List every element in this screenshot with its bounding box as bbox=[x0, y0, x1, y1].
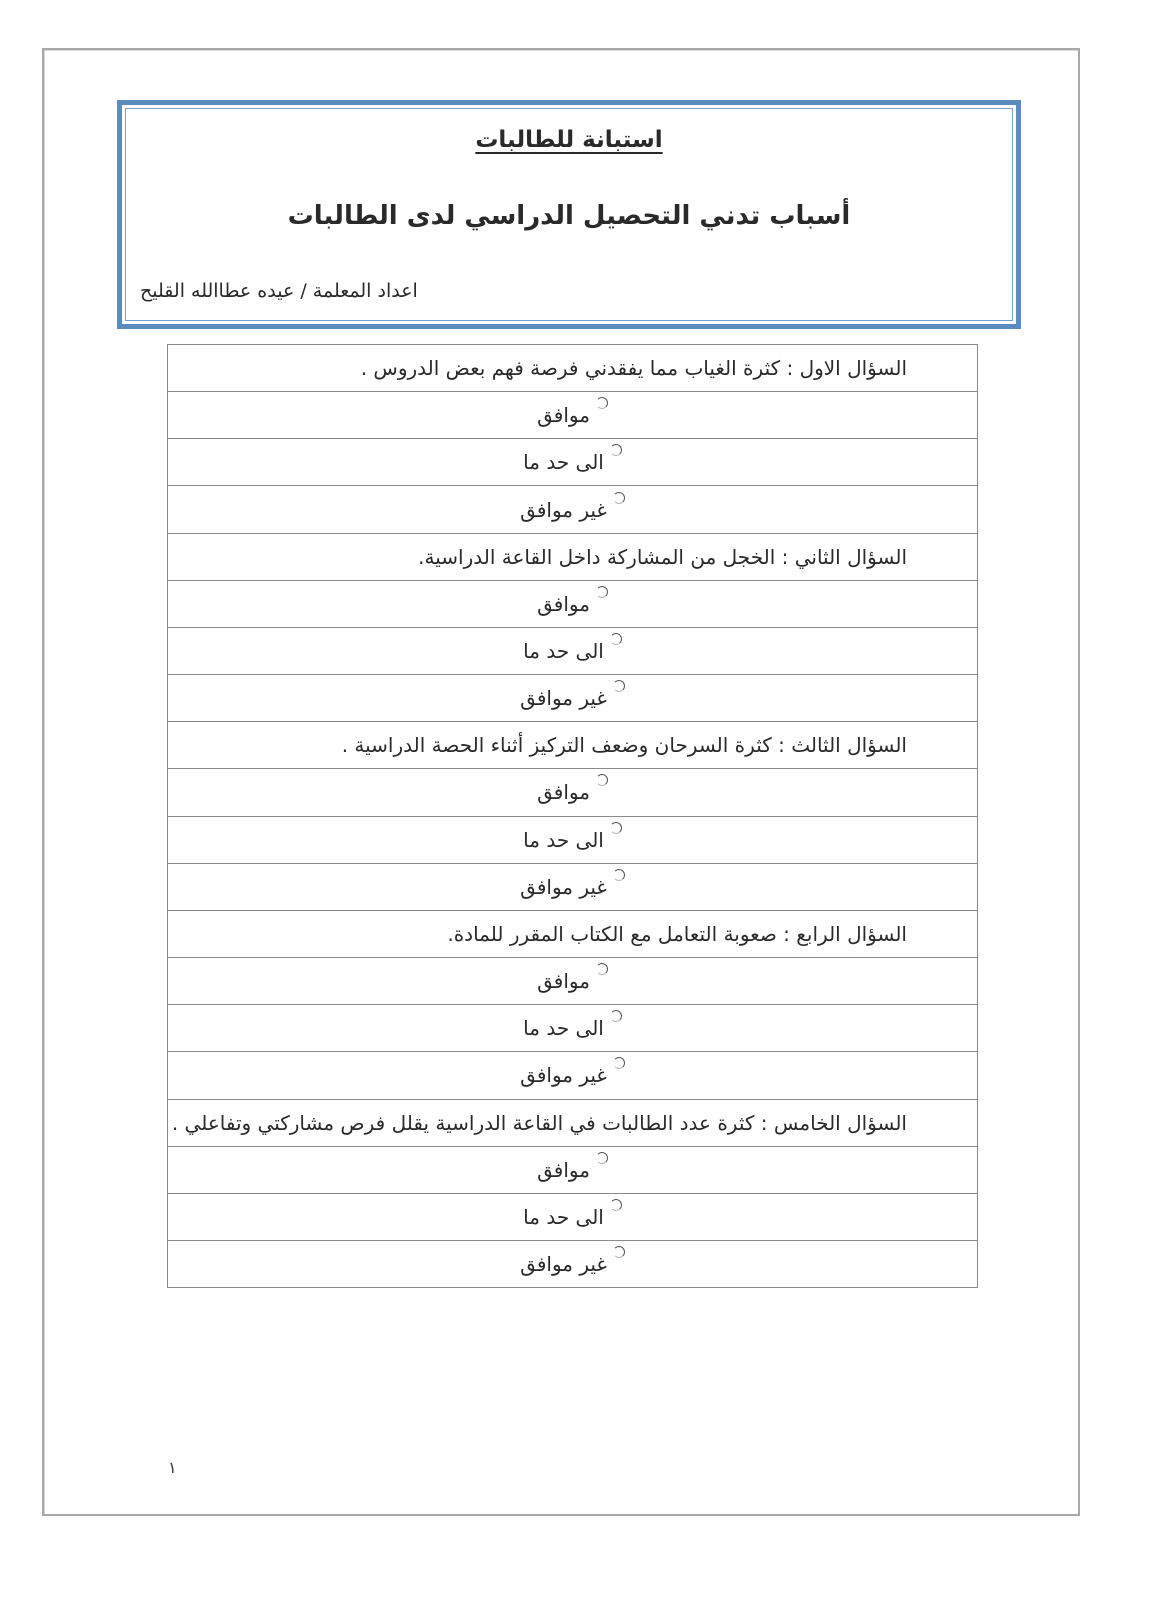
radio-icon[interactable] bbox=[596, 774, 608, 786]
radio-icon[interactable] bbox=[613, 680, 625, 692]
option-label: غير موافق bbox=[520, 1252, 607, 1277]
page-number: ١ bbox=[168, 1458, 177, 1477]
question-row bbox=[168, 722, 977, 769]
option-label: الى حد ما bbox=[523, 639, 604, 664]
option-label: الى حد ما bbox=[523, 1016, 604, 1041]
option-row[interactable] bbox=[168, 1052, 977, 1099]
question-text: السؤال الرابع : صعوبة التعامل مع الكتاب المقرر للمادة. bbox=[447, 921, 907, 946]
question-row bbox=[168, 534, 977, 581]
option-row[interactable] bbox=[168, 1194, 977, 1241]
option-row[interactable] bbox=[168, 1241, 977, 1287]
radio-icon[interactable] bbox=[613, 869, 625, 881]
option-row[interactable] bbox=[168, 864, 977, 911]
option-label: موافق bbox=[537, 969, 590, 994]
question-row bbox=[168, 345, 977, 392]
option-label: غير موافق bbox=[520, 1063, 607, 1088]
survey-title bbox=[122, 127, 1016, 153]
option-row[interactable] bbox=[168, 1147, 977, 1194]
question-text: السؤال الاول : كثرة الغياب مما يفقدني فرصة فهم بعض الدروس . bbox=[360, 356, 907, 381]
option-row[interactable] bbox=[168, 769, 977, 816]
option-label: موافق bbox=[537, 780, 590, 805]
option-row[interactable] bbox=[168, 486, 977, 533]
author-line: اعداد المعلمة / عيده عطاالله القليح bbox=[140, 280, 418, 302]
header-box bbox=[117, 100, 1021, 329]
radio-icon[interactable] bbox=[610, 444, 622, 456]
radio-icon[interactable] bbox=[596, 1152, 608, 1164]
question-row bbox=[168, 911, 977, 958]
survey-title-text: استبانة للطالبات bbox=[475, 127, 663, 153]
option-row[interactable] bbox=[168, 958, 977, 1005]
option-label: الى حد ما bbox=[523, 827, 604, 852]
survey-table bbox=[167, 344, 978, 1288]
option-row[interactable] bbox=[168, 581, 977, 628]
option-label: غير موافق bbox=[520, 874, 607, 899]
question-text: السؤال الثاني : الخجل من المشاركة داخل القاعة الدراسية. bbox=[418, 544, 907, 569]
option-label: غير موافق bbox=[520, 497, 607, 522]
option-label: موافق bbox=[537, 1157, 590, 1182]
option-row[interactable] bbox=[168, 628, 977, 675]
option-label: الى حد ما bbox=[523, 1204, 604, 1229]
option-row[interactable] bbox=[168, 817, 977, 864]
question-text: السؤال الخامس : كثرة عدد الطالبات في القاعة الدراسية يقلل فرص مشاركتي وتفاعلي . bbox=[171, 1110, 907, 1135]
option-label: الى حد ما bbox=[523, 450, 604, 475]
radio-icon[interactable] bbox=[610, 633, 622, 645]
survey-subtitle: أسباب تدني التحصيل الدراسي لدى الطالبات bbox=[287, 201, 851, 231]
option-row[interactable] bbox=[168, 675, 977, 722]
radio-icon[interactable] bbox=[596, 586, 608, 598]
question-text: السؤال الثالث : كثرة السرحان وضعف التركيز أثناء الحصة الدراسية . bbox=[341, 733, 907, 758]
option-label: موافق bbox=[537, 403, 590, 428]
radio-icon[interactable] bbox=[610, 822, 622, 834]
radio-icon[interactable] bbox=[596, 963, 608, 975]
radio-icon[interactable] bbox=[613, 492, 625, 504]
radio-icon[interactable] bbox=[613, 1246, 625, 1258]
question-row bbox=[168, 1100, 977, 1147]
option-row[interactable] bbox=[168, 1005, 977, 1052]
radio-icon[interactable] bbox=[596, 397, 608, 409]
option-label: موافق bbox=[537, 591, 590, 616]
radio-icon[interactable] bbox=[610, 1010, 622, 1022]
radio-icon[interactable] bbox=[610, 1199, 622, 1211]
radio-icon[interactable] bbox=[613, 1057, 625, 1069]
option-row[interactable] bbox=[168, 439, 977, 486]
option-row[interactable] bbox=[168, 392, 977, 439]
option-label: غير موافق bbox=[520, 686, 607, 711]
